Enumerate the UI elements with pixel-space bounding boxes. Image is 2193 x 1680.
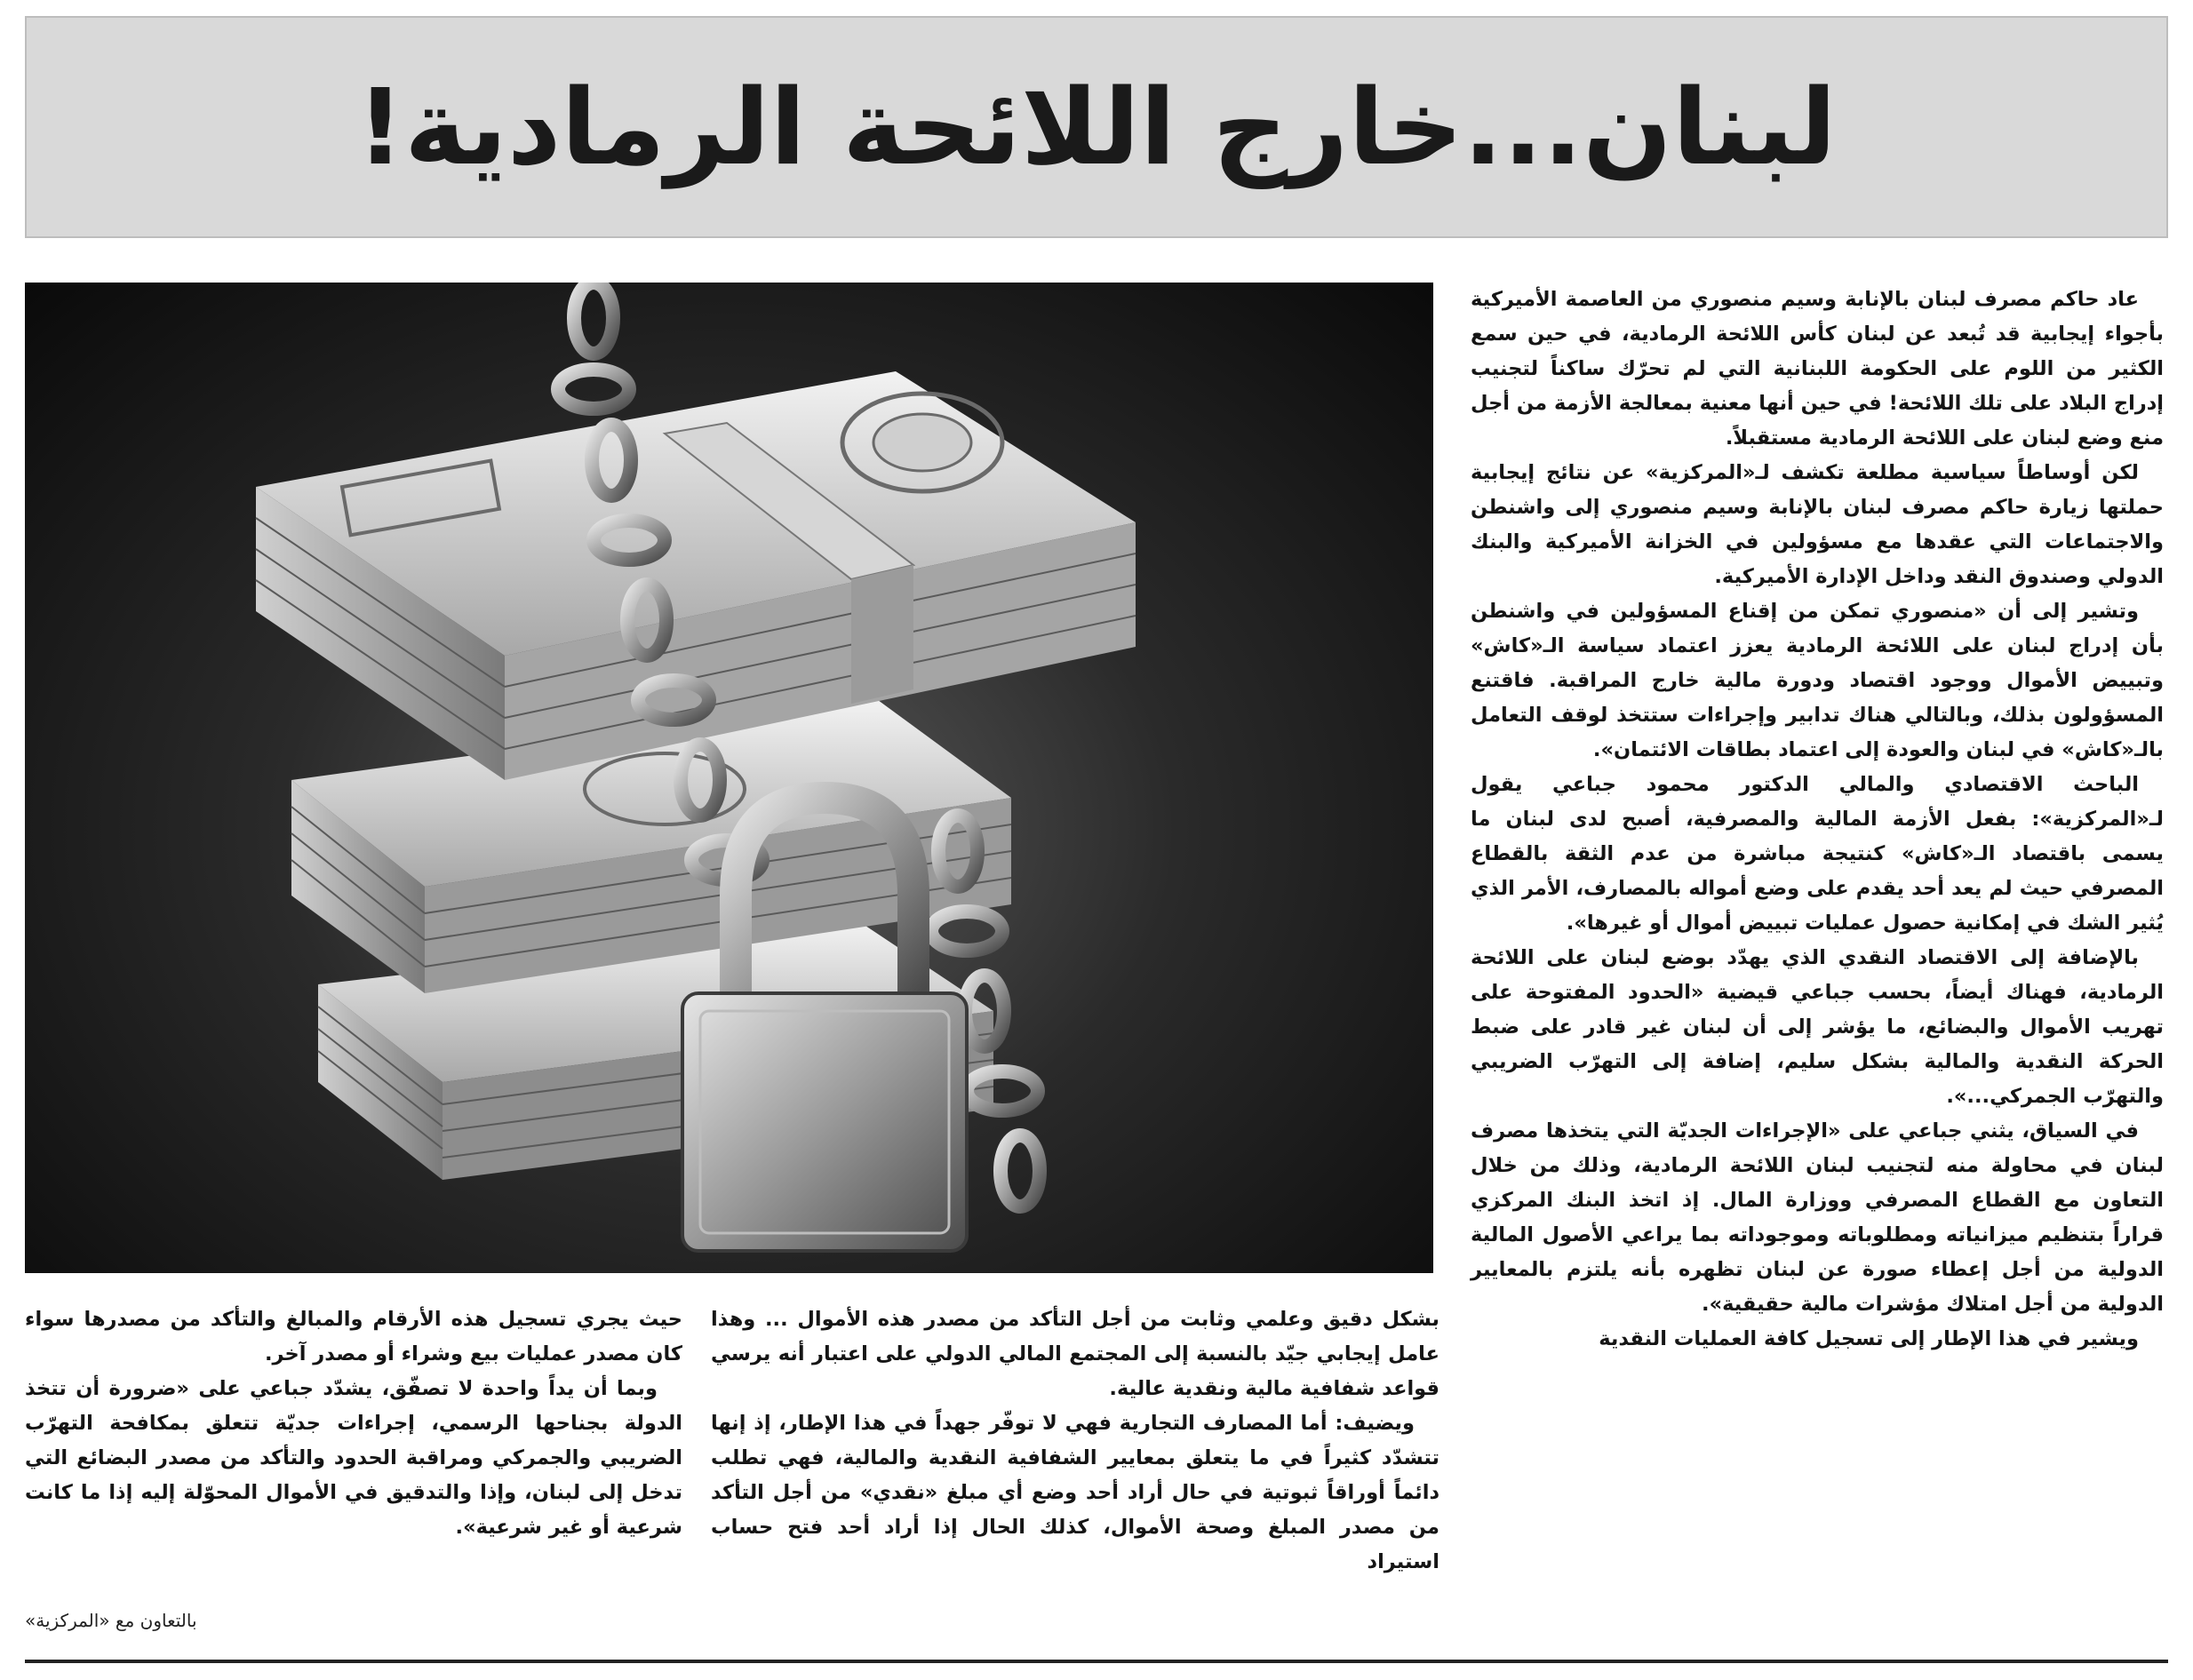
bottom-rule [25,1660,2168,1663]
paragraph: ويضيف: أما المصارف التجارية فهي لا توفّر جهداً في هذا الإطار، إذ إنها تتشدّد كثيراً في ما يتعلق بمعايير الشفافية النقدية والمالية، فهي تطلب دائماً أوراقاً ثبوتية في حال أراد أحد وضع أي مبلغ «نقدي» من أجل التأكد من مصدر المبلغ وصحة الأموال، كذلك الحال إذا أراد أحد فتح حساب استيراد [711,1412,1439,1573]
headline: لبنان...خارج اللائحة الرمادية! [356,66,1837,188]
article-column-left [25,1302,682,1545]
paragraph: بشكل دقيق وعلمي وثابت من أجل التأكد من مصدر هذه الأموال ... وهذا عامل إيجابي جيّد بالنسبة إلى المجتمع المالي الدولي على اعتبار أنه يرسي قواعد شفافية مالية ونقدية عالية. [711,1308,1439,1400]
paragraph: حيث يجري تسجيل هذه الأرقام والمبالغ والتأكد من مصدرها سواء كان مصدر عمليات بيع وشراء أو مصدر آخر. [25,1308,682,1365]
headline-banner [25,16,2168,238]
paragraph: وبما أن يداً واحدة لا تصفّق، يشدّد جباعي على «ضرورة أن تتخذ الدولة بجناحها الرسمي، إجراءات جديّة تتعلق بمكافحة التهرّب الضريبي والجمركي ومراقبة الحدود والتأكد من مصدر البضائع التي تدخل إلى لبنان، وإذا والتدقيق في الأموال المحوّلة إليه إذا ما كانت شرعية أو غير شرعية». [25,1377,682,1539]
paragraph: لكن أوساطاً سياسية مطلعة تكشف لـ«المركزية» عن نتائج إيجابية حملتها زيارة حاكم مصرف لبنان بالإنابة وسيم منصوري إلى واشنطن والاجتماعات التي عقدها مع مسؤولين في الخزانة الأميركية والبنك الدولي وصندوق النقد وداخل الإدارة الأميركية. [1471,461,2164,588]
paragraph: بالإضافة إلى الاقتصاد النقدي الذي يهدّد بوضع لبنان على اللائحة الرمادية، فهناك أيضاً، بحسب جباعي قيضية «الحدود المفتوحة على تهريب الأموال والبضائع، ما يؤشر إلى أن لبنان غير قادر على ضبط الحركة النقدية والمالية بشكل سليم، إضافة إلى التهرّب الضريبي والتهرّب الجمركي...». [1471,946,2164,1108]
paragraph: في السياق، يثني جباعي على «الإجراءات الجديّة التي يتخذها مصرف لبنان في محاولة منه لتجنيب لبنان اللائحة الرمادية، وذلك من خلال التعاون مع القطاع المصرفي ووزارة المال. إذ اتخذ البنك المركزي قراراً بتنظيم ميزانياته ومطلوباته وموجوداته بما يراعي الأصول المالية الدولية من أجل إعطاء صورة عن لبنان تظهره بأنه يلتزم بالمعايير الدولية من أجل امتلاك مؤشرات مالية حقيقية». [1471,1119,2164,1316]
money-chain-padlock-illustration [25,283,1433,1273]
article-column-middle [711,1302,1439,1580]
paragraph: عاد حاكم مصرف لبنان بالإنابة وسيم منصوري من العاصمة الأميركية بأجواء إيجابية قد تُبعد عن لبنان كأس اللائحة الرمادية، في حين سمع الكثير من اللوم على الحكومة اللبنانية التي لم تحرّك ساكناً لتجنيب إدراج البلاد على تلك اللائحة! في حين أنها معنية بمعالجة الأزمة من أجل منع وضع لبنان على اللائحة الرمادية مستقبلاً. [1471,288,2164,450]
paragraph: وتشير إلى أن «منصوري تمكن من إقناع المسؤولين في واشنطن بأن إدراج لبنان على اللائحة الرمادية يعزز اعتماد سياسة الـ«كاش» وتبييض الأموال ووجود اقتصاد ودورة مالية خارج المراقبة. فاقتنع المسؤولون بذلك، وبالتالي هناك تدابير وإجراءات ستتخذ لوقف التعامل بالـ«كاش» في لبنان والعودة إلى اعتماد بطاقات الائتمان». [1471,600,2164,761]
paragraph: الباحث الاقتصادي والمالي الدكتور محمود جباعي يقول لـ«المركزية»: بفعل الأزمة المالية والمصرفية، أصبح لدى لبنان ما يسمى باقتصاد الـ«كاش» كنتيجة مباشرة من عدم الثقة بالقطاع المصرفي حيث لم يعد أحد يقدم على وضع أمواله بالمصارف، الأمر الذي يُثير الشك في إمكانية حصول عمليات تبييض أموال أو غيرها». [1471,773,2164,935]
paragraph: ويشير في هذا الإطار إلى تسجيل كافة العمليات النقدية [1599,1327,2139,1350]
article-column-right [1471,283,2164,1357]
source-credit: بالتعاون مع «المركزية» [25,1610,197,1631]
article-photo [25,283,1433,1273]
